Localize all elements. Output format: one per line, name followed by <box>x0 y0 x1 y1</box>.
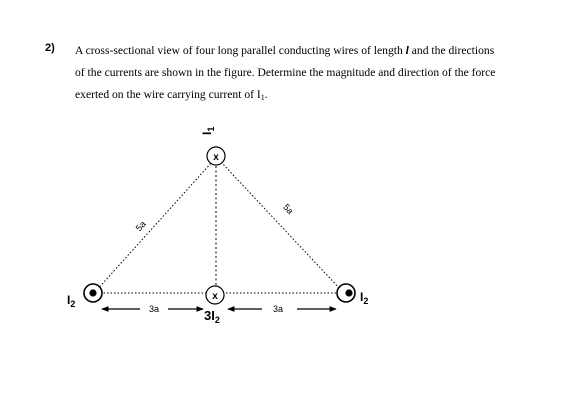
question-line-3-subscript: 1 <box>260 93 265 102</box>
left-side-distance-label: 5a <box>133 218 148 234</box>
left-wire-label <box>67 293 75 309</box>
right-wire-label-letter: I <box>360 290 364 304</box>
question-line-3-text: exerted on the wire carrying current of I <box>75 88 261 101</box>
left-side-line <box>95 162 212 292</box>
left-base-distance-label: 3a <box>148 304 160 314</box>
question-line-3-end: . <box>264 88 268 101</box>
question-line-2: of the currents are shown in the figure. Determine the magnitude and direction of the force <box>75 66 496 79</box>
center-wire-label-text: 3I <box>204 308 215 323</box>
left-wire-label-letter: I <box>67 293 71 307</box>
top-wire-label-subscript: 1 <box>206 126 216 132</box>
question-number: 2) <box>45 42 55 54</box>
question-line-1-end: and the directions <box>408 44 495 57</box>
left-wire-label-subscript: 2 <box>70 299 76 309</box>
center-wire-label-subscript: 2 <box>214 315 220 325</box>
center-wire-cross-icon: x <box>212 291 218 302</box>
left-wire-dot-icon <box>89 289 96 296</box>
top-wire-label <box>200 127 216 135</box>
right-side-line <box>221 162 341 290</box>
right-side-distance-label: 5a <box>281 201 296 217</box>
right-base-distance-label: 3a <box>272 304 284 314</box>
question-line-1-text: A cross-sectional view of four long parallel conducting wires of length <box>75 44 406 57</box>
right-wire-dot-icon <box>345 289 352 296</box>
length-symbol: l <box>405 44 409 57</box>
right-wire-label <box>360 290 368 306</box>
top-wire-cross-icon: x <box>213 152 219 163</box>
center-wire-label <box>204 308 220 325</box>
right-wire-label-subscript: 2 <box>363 296 369 306</box>
top-wire-label-letter: I <box>200 131 214 135</box>
